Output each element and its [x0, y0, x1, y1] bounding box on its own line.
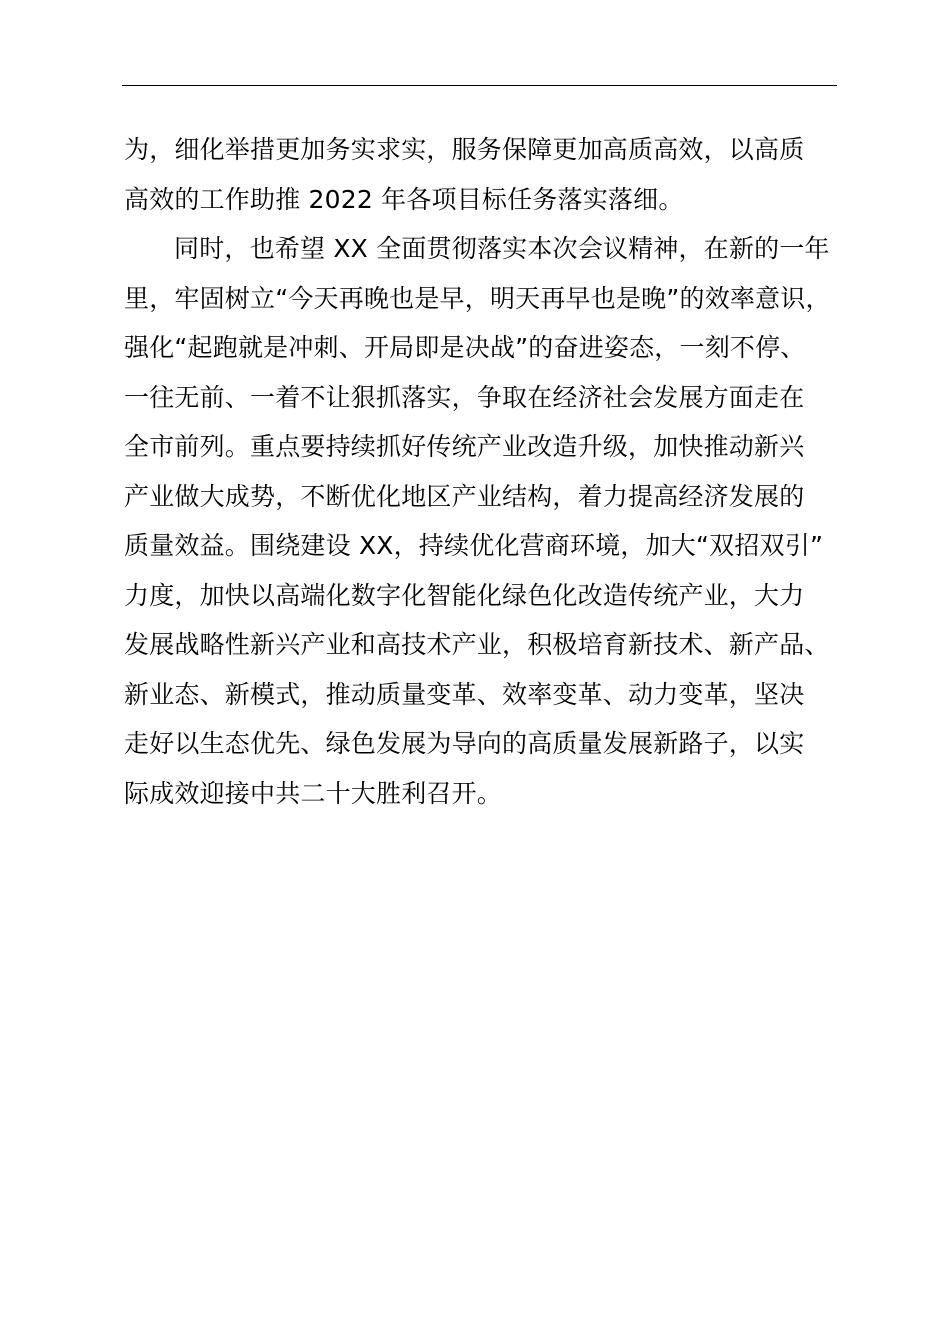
paragraph-line: 新业态、新模式，推动质量变革、效率变革、动力变革，坚决: [124, 679, 805, 709]
paragraph-line: 走好以生态优先、绿色发展为导向的高质量发展新路子，以实: [124, 729, 805, 758]
paragraph-line: 同时，也希望 XX 全面贯彻落实本次会议精神，在新的一年: [174, 234, 830, 263]
paragraph-line: 质量效益。围绕建设 XX，持续优化营商环境，加大“双招双引”: [124, 531, 824, 560]
paragraph-line: 一往无前、一着不让狠抓落实，争取在经济社会发展方面走在: [124, 382, 805, 412]
paragraph-line: 强化“起跑就是冲刺、开局即是决战”的奋进姿态，一刻不停、: [124, 333, 806, 362]
paragraph-line: 发展战略性新兴产业和高技术产业，积极培育新技术、新产品、: [124, 630, 830, 659]
document-body: [124, 125, 862, 818]
paragraph-line: 高效的工作助推 2022 年各项目标任务落实落细。: [124, 184, 684, 214]
paragraph-line: 产业做大成势，不断优化地区产业结构，着力提高经济发展的: [124, 481, 805, 511]
paragraph-line: 力度，加快以高端化数字化智能化绿色化改造传统产业，大力: [124, 580, 805, 610]
paragraph: [124, 125, 862, 224]
paragraph-line: 里，牢固树立“今天再晚也是早，明天再早也是晚”的效率意识，: [124, 283, 831, 313]
header-rule: [122, 85, 837, 86]
paragraph: [124, 224, 862, 818]
paragraph-line: 际成效迎接中共二十大胜利召开。: [124, 778, 503, 808]
paragraph-line: 为，细化举措更加务实求实，服务保障更加高质高效，以高质: [124, 135, 805, 164]
paragraph-line: 全市前列。重点要持续抓好传统产业改造升级，加快推动新兴: [124, 432, 805, 461]
